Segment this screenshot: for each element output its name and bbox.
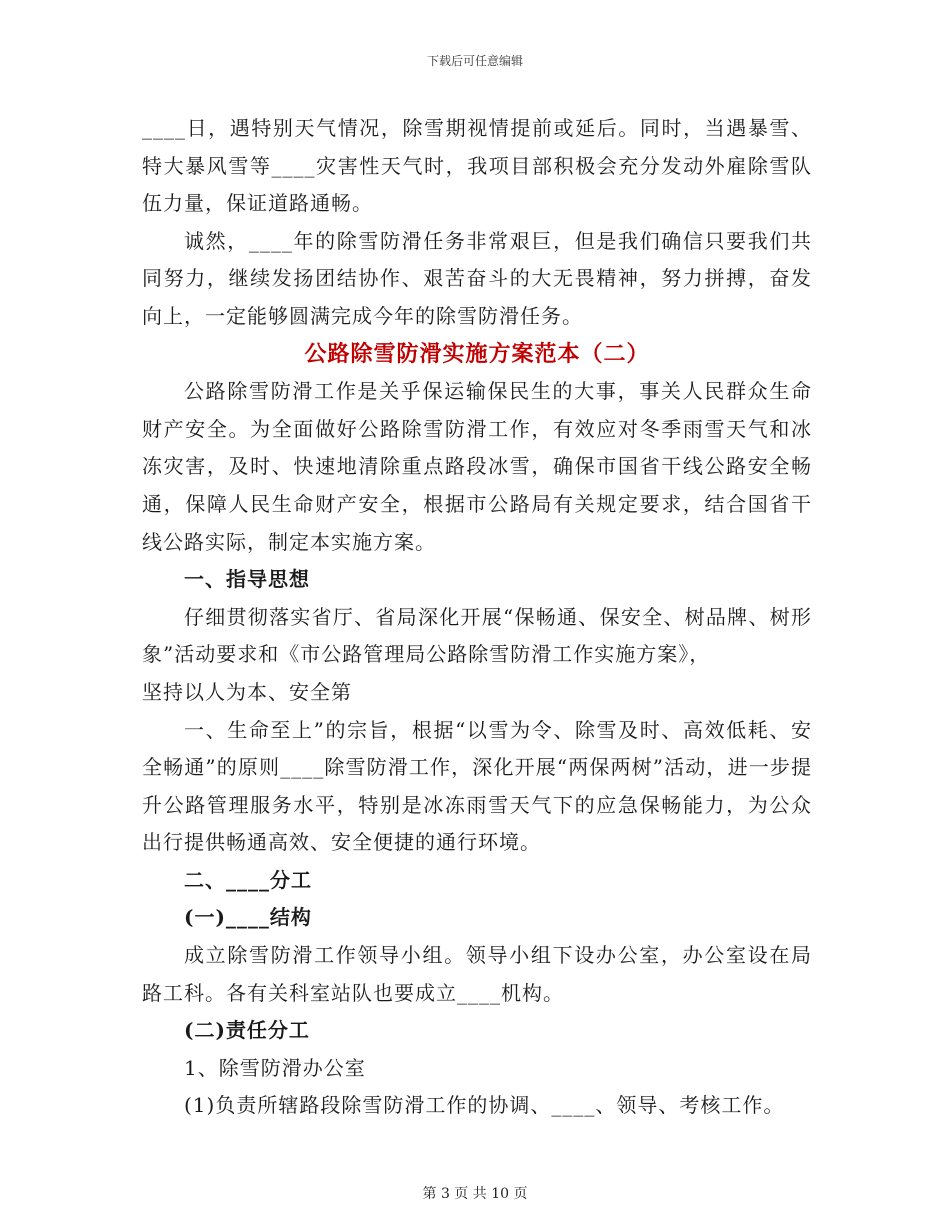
paragraph-office-duty-1: (1)负责所辖路段除雪防滑工作的协调、____、领导、考核工作。 <box>184 1093 785 1118</box>
heading-division: 二、____分工 <box>184 867 312 892</box>
paragraph-ideology-part1: 仔细贯彻落实省厅、省局深化开展“保畅通、保安全、树品牌、树形象”活动要求和《市公路管理局公路除雪防滑工作实施方案》， <box>142 604 812 667</box>
heading-guiding-ideology: 一、指导思想 <box>184 567 310 592</box>
paragraph-leadership-group: 成立除雪防滑工作领导小组。领导小组下设办公室，办公室设在局路工科。各有关科室站队也要成立____机构。 <box>142 943 812 1005</box>
paragraph-closing: 诚然，____年的除雪防滑任务非常艰巨，但是我们确信只要我们共同努力，继续发扬团结协作、艰苦奋斗的大无畏精神，努力拼搏，奋发向上，一定能够圆满完成今年的除雪防滑任务。 <box>142 228 812 328</box>
page-footer: 第 3 页 共 10 页 <box>422 1186 528 1202</box>
page-header: 下载后可任意编辑 <box>426 54 523 68</box>
paragraph-intro: 公路除雪防滑工作是关乎保运输保民生的大事，事关人民群众生命财产安全。为全面做好公路除雪防滑工作，有效应对冬季雨雪天气和冰冻灾害，及时、快速地清除重点路段冰雪，确保市国省干线公路安全畅通，保障人民生命财产安全，根据市公路局有关规定要求，结合国省干线公路实际，制定本实施方案。 <box>142 379 812 554</box>
paragraph-principles: 一、生命至上”的宗旨，根据“以雪为令、除雪及时、高效低耗、安全畅通”的原则____除雪防滑工作，深化开展“两保两树”活动，进一步提升公路管理服务水平，特别是冰冻雨雪天气下的应急保畅能力，为公众出行提供畅通高效、安全便捷的通行环境。 <box>142 717 812 855</box>
heading-structure: (一)____结构 <box>184 905 312 930</box>
paragraph-weather-contingency: ____日，遇特别天气情况，除雪期视情提前或延后。同时，当遇暴雪、特大暴风雪等____灾害性天气时，我项目部积极会充分发动外雇除雪队伍力量，保证道路通畅。 <box>142 116 812 216</box>
paragraph-office: 1、除雪防滑办公室 <box>184 1055 366 1080</box>
heading-responsibilities: (二)责任分工 <box>184 1018 310 1043</box>
section-title: 公路除雪防滑实施方案范本（二） <box>304 340 650 367</box>
document-body <box>142 110 812 1125</box>
paragraph-ideology-part2: 坚持以人为本、安全第 <box>142 679 352 704</box>
